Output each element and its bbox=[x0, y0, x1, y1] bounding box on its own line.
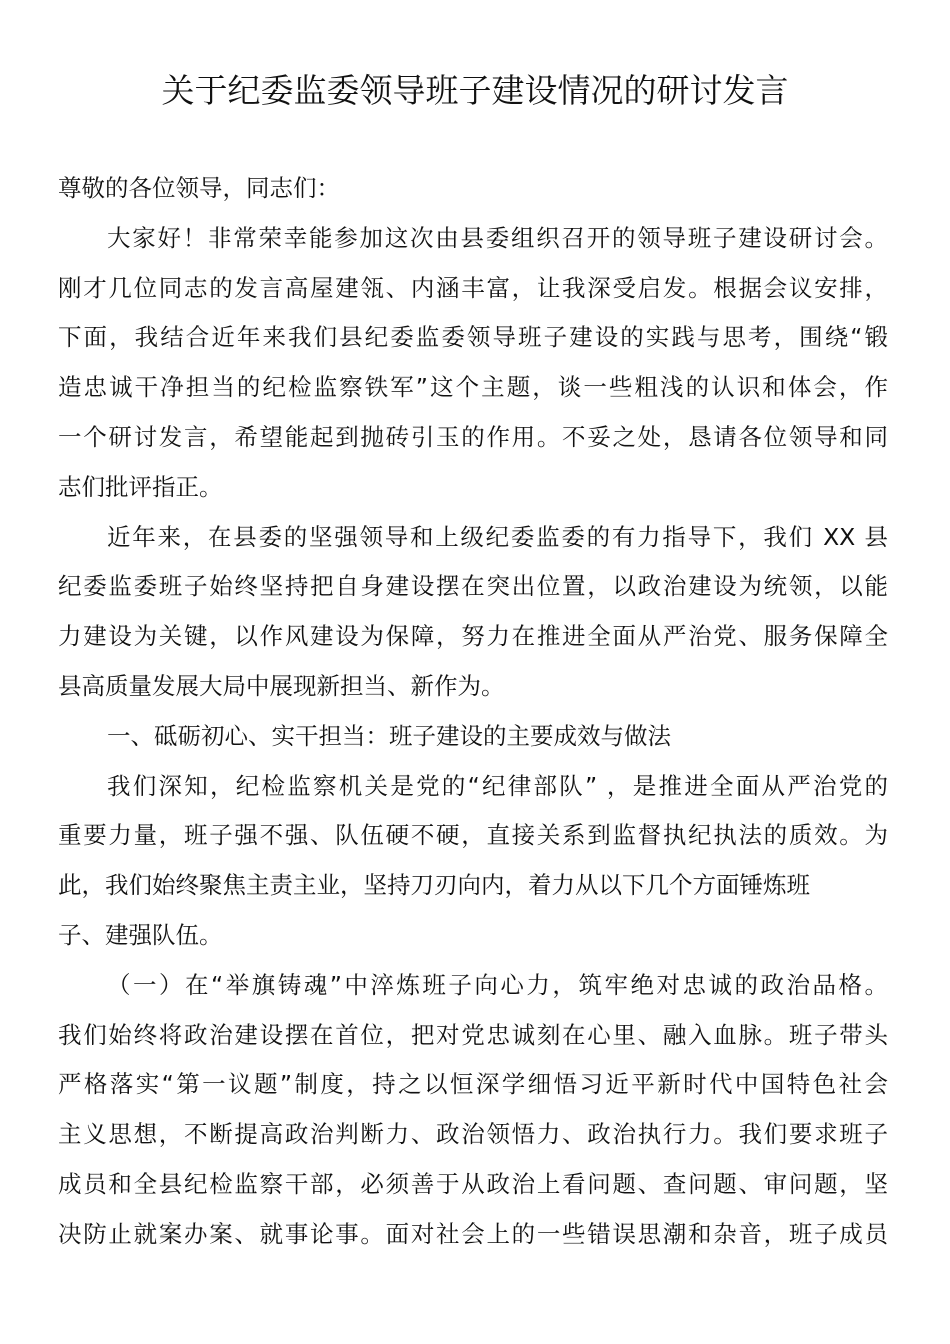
document-body bbox=[58, 164, 888, 1260]
text-line: 下面，我结合近年来我们县纪委监委领导班子建设的实践与思考，围绕“锻 bbox=[58, 323, 888, 352]
text-line: 县高质量发展大局中展现新担当、新作为。 bbox=[58, 671, 505, 700]
text-line: 我们始终将政治建设摆在首位，把对党忠诚刻在心里、融入血脉。班子带头 bbox=[58, 1020, 888, 1049]
text-line: 此，我们始终聚焦主责主业，坚持刀刃向内，着力从以下几个方面锤炼班 bbox=[58, 871, 810, 900]
text-line: 决防止就案办案、就事论事。面对社会上的一些错误思潮和杂音，班子成员 bbox=[58, 1219, 888, 1248]
text-line: 刚才几位同志的发言高屋建瓴、内涵丰富，让我深受启发。根据会议安排， bbox=[58, 273, 888, 302]
text-line: 我们深知，纪检监察机关是党的“纪律部队” ，是推进全面从严治党的 bbox=[107, 771, 888, 800]
text-line: 一个研讨发言，希望能起到抛砖引玉的作用。不妥之处，恳请各位领导和同 bbox=[58, 422, 888, 451]
text-line: 一、砥砺初心、实干担当：班子建设的主要成效与做法 bbox=[107, 721, 671, 750]
text-line: 纪委监委班子始终坚持把自身建设摆在突出位置，以政治建设为统领，以能 bbox=[58, 572, 888, 601]
text-line: 严格落实“第一议题”制度，持之以恒深学细悟习近平新时代中国特色社会 bbox=[58, 1070, 888, 1099]
text-line: 力建设为关键，以作风建设为保障，努力在推进全面从严治党、服务保障全 bbox=[58, 622, 888, 651]
text-line: 大家好！非常荣幸能参加这次由县委组织召开的领导班子建设研讨会。 bbox=[107, 223, 888, 252]
text-line: 子、建强队伍。 bbox=[58, 920, 223, 949]
document-title: 关于纪委监委领导班子建设情况的研讨发言 bbox=[161, 71, 789, 110]
text-line: 成员和全县纪检监察干部，必须善于从政治上看问题、查问题、审问题，坚 bbox=[58, 1169, 888, 1198]
text-line: 重要力量，班子强不强、队伍硬不硬，直接关系到监督执纪执法的质效。为 bbox=[58, 821, 888, 850]
text-line: 近年来，在县委的坚强领导和上级纪委监委的有力指导下，我们 XX 县 bbox=[107, 522, 888, 551]
text-line: 造忠诚干净担当的纪检监察铁军”这个主题，谈一些粗浅的认识和体会，作 bbox=[58, 373, 888, 402]
text-line: （一）在“举旗铸魂”中淬炼班子向心力，筑牢绝对忠诚的政治品格。 bbox=[107, 970, 888, 999]
text-line: 主义思想，不断提高政治判断力、政治领悟力、政治执行力。我们要求班子 bbox=[58, 1120, 888, 1149]
text-line: 志们批评指正。 bbox=[58, 472, 223, 501]
text-line: 尊敬的各位领导，同志们： bbox=[58, 174, 340, 202]
